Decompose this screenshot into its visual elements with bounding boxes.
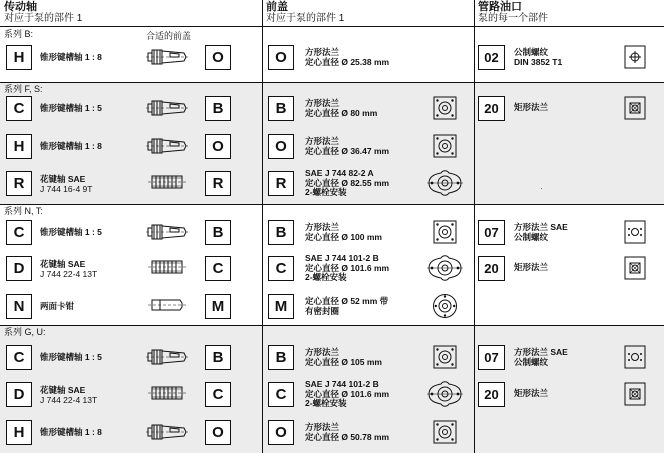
fit-cover-label: 合适的前盖 [146, 31, 192, 41]
fit-cover-code-box: C [205, 256, 231, 281]
shaft-name [40, 259, 97, 279]
section-divider [0, 204, 664, 205]
shaft-name-text: 两面卡钳 [40, 301, 75, 311]
port-description-line: DIN 3852 T1 [514, 56, 563, 67]
shaft-name [40, 227, 102, 237]
port-description [514, 103, 548, 113]
section-label: 系列 G, U: [4, 327, 46, 337]
port-description [514, 48, 562, 67]
shaft-name-text: 花键轴 SAE [40, 385, 86, 395]
port-code-box: 07 [478, 345, 505, 370]
shaft-name [40, 301, 74, 311]
cover-code-box: O [268, 45, 294, 70]
cover-description [305, 348, 382, 367]
cover-description [305, 137, 389, 156]
port-header-title: 管路油口 [478, 1, 522, 13]
shaft-name [40, 103, 102, 113]
shaft-header-title: 传动轴 [4, 1, 37, 13]
section-label: 系列 F, S: [4, 84, 43, 94]
port-code-box: 20 [478, 256, 505, 281]
fit-cover-code-box: B [205, 96, 231, 121]
sae-flange-port-icon [624, 220, 646, 249]
port-description-line: 公制螺纹 [514, 356, 549, 367]
cover-code-box: C [268, 382, 294, 407]
port-description [514, 348, 568, 367]
cover-description-line: 2-螺栓安装 [305, 398, 347, 408]
cover-description [305, 48, 389, 67]
shaft-code-box: C [6, 345, 32, 370]
fit-cover-code-box: O [205, 45, 231, 70]
cover-description-line: 2-螺栓安装 [305, 187, 347, 197]
port-description-line: 方形法兰 SAE [514, 222, 568, 232]
shaft-name-text: 锥形键槽轴 1 : 5 [40, 103, 102, 113]
cover-description-line: SAE J 744 82-2 A [305, 168, 374, 178]
shaft-spec-text: J 744 22-4 13T [40, 395, 98, 405]
square-flange-icon [433, 420, 457, 449]
shaft-name-text: 花键轴 SAE [40, 259, 86, 269]
cover-header [266, 0, 344, 26]
flat-shaft-icon [146, 296, 188, 319]
cover-description-line: 定心直径 Ø 36.47 mm [305, 145, 390, 156]
rectangular-flange-port-icon [624, 256, 646, 285]
shaft-name [40, 385, 97, 405]
shaft-code-box: C [6, 220, 32, 245]
square-flange-icon [433, 134, 457, 163]
shaft-name [40, 52, 102, 62]
shaft-name-text: 锥形键槽轴 1 : 8 [40, 427, 102, 437]
splined-shaft-icon [146, 258, 188, 281]
port-code-box: 02 [478, 45, 505, 70]
cover-description-line: 2-螺栓安装 [305, 272, 347, 282]
port-description-line: 矩形法兰 [514, 262, 549, 272]
cover-description-line: 定心直径 Ø 101.6 mm [305, 262, 390, 273]
shaft-name-text: 锥形键槽轴 1 : 8 [40, 52, 102, 62]
cover-description-line: SAE J 744 101-2 B [305, 253, 379, 263]
fit-cover-code-box: R [205, 171, 231, 196]
cover-description-line: 定心直径 Ø 101.6 mm [305, 388, 390, 399]
section-divider [0, 325, 664, 326]
port-code-box: 20 [478, 96, 505, 121]
cover-description [305, 254, 389, 283]
cover-description [305, 297, 388, 316]
square-flange-icon [433, 345, 457, 374]
cover-description-line: 定心直径 Ø 50.78 mm [305, 431, 390, 442]
shaft-name-text: 锥形键槽轴 1 : 5 [40, 227, 102, 237]
cover-description [305, 380, 389, 409]
tapered-shaft-icon [146, 136, 188, 161]
shaft-code-box: H [6, 45, 32, 70]
port-header-subtitle: 泵的每一个部件 [478, 13, 548, 24]
two-bolt-flange-icon [425, 254, 465, 287]
shaft-code-box: C [6, 96, 32, 121]
rectangular-flange-port-icon [624, 382, 646, 411]
cover-header-subtitle: 对应于泵的部件 1 [266, 13, 345, 24]
port-description-line: 公制螺纹 [514, 47, 549, 57]
two-bolt-flange-icon [425, 380, 465, 413]
shaft-header [4, 0, 82, 26]
shaft-spec-text: J 744 16-4 9T [40, 184, 93, 194]
port-description-line: 公制螺纹 [514, 231, 549, 242]
cover-description-line: 定心直径 Ø 25.38 mm [305, 56, 390, 67]
cover-code-box: R [268, 171, 294, 196]
column-divider [474, 0, 475, 453]
port-description [514, 263, 548, 273]
shaft-name-text: 花键轴 SAE [40, 174, 86, 184]
cover-description-line: 方形法兰 [305, 47, 340, 57]
tapered-shaft-icon [146, 98, 188, 123]
cover-description-line: 定心直径 Ø 100 mm [305, 231, 382, 242]
round-cover-icon [432, 292, 458, 325]
cover-code-box: B [268, 220, 294, 245]
square-flange-icon [433, 96, 457, 125]
square-flange-icon [433, 220, 457, 249]
port-description-line: 矩形法兰 [514, 102, 549, 112]
cover-description-line: 方形法兰 [305, 136, 340, 146]
shaft-name [40, 174, 92, 194]
shaft-code-box: D [6, 256, 32, 281]
cover-description-line: 方形法兰 [305, 347, 340, 357]
metric-thread-port-icon [624, 45, 646, 74]
cover-description-line: 定心直径 Ø 105 mm [305, 356, 382, 367]
sae-flange-port-icon [624, 345, 646, 374]
splined-shaft-icon [146, 173, 188, 196]
cover-description-line: 方形法兰 [305, 422, 340, 432]
cover-code-box: B [268, 345, 294, 370]
section-divider [0, 82, 664, 83]
shaft-code-box: D [6, 382, 32, 407]
shaft-code-box: R [6, 171, 32, 196]
cover-description [305, 423, 389, 442]
cover-description-line: 方形法兰 [305, 222, 340, 232]
port-code-box: 07 [478, 220, 505, 245]
shaft-code-box: N [6, 294, 32, 319]
section-label: 系列 B: [4, 29, 34, 39]
cover-code-box: C [268, 256, 294, 281]
fit-cover-code-box: O [205, 420, 231, 445]
cover-description [305, 169, 389, 198]
cover-header-title: 前盖 [266, 1, 288, 13]
fit-cover-code-box: M [205, 294, 231, 319]
port-description-line: 矩形法兰 [514, 388, 549, 398]
cover-description [305, 223, 382, 242]
shaft-spec-text: J 744 22-4 13T [40, 269, 98, 279]
cover-description [305, 99, 377, 118]
port-description [514, 389, 548, 399]
fit-cover-code-box: O [205, 134, 231, 159]
two-bolt-flange-icon [425, 169, 465, 202]
column-divider [262, 0, 263, 453]
port-code-box: 20 [478, 382, 505, 407]
shaft-name [40, 427, 102, 437]
shaft-name [40, 141, 102, 151]
tapered-shaft-icon [146, 347, 188, 372]
cover-description-line: 方形法兰 [305, 98, 340, 108]
fit-cover-code-box: C [205, 382, 231, 407]
port-header [478, 0, 548, 26]
cover-description-line: 定心直径 Ø 52 mm 带 [305, 296, 389, 306]
cover-description-line: 有密封圈 [305, 305, 340, 316]
cover-description-line: 定心直径 Ø 82.55 mm [305, 177, 390, 188]
splined-shaft-icon [146, 384, 188, 407]
cover-code-box: B [268, 96, 294, 121]
header-divider [0, 26, 664, 27]
cover-description-line: 定心直径 Ø 80 mm [305, 107, 378, 118]
port-description-line: 方形法兰 SAE [514, 347, 568, 357]
shaft-name-text: 锥形键槽轴 1 : 5 [40, 352, 102, 362]
shaft-header-subtitle: 对应于泵的部件 1 [4, 13, 83, 24]
cover-code-box: O [268, 134, 294, 159]
shaft-name-text: 锥形键槽轴 1 : 8 [40, 141, 102, 151]
tapered-shaft-icon [146, 422, 188, 447]
shaft-name [40, 352, 102, 362]
cover-code-box: M [268, 294, 294, 319]
cover-description-line: SAE J 744 101-2 B [305, 379, 379, 389]
port-description [514, 223, 568, 242]
fit-cover-code-box: B [205, 220, 231, 245]
speck [541, 188, 542, 189]
tapered-shaft-icon [146, 47, 188, 72]
shaft-code-box: H [6, 420, 32, 445]
section-label: 系列 N, T: [4, 206, 43, 216]
cover-code-box: O [268, 420, 294, 445]
rectangular-flange-port-icon [624, 96, 646, 125]
fit-cover-code-box: B [205, 345, 231, 370]
shaft-code-box: H [6, 134, 32, 159]
tapered-shaft-icon [146, 222, 188, 247]
